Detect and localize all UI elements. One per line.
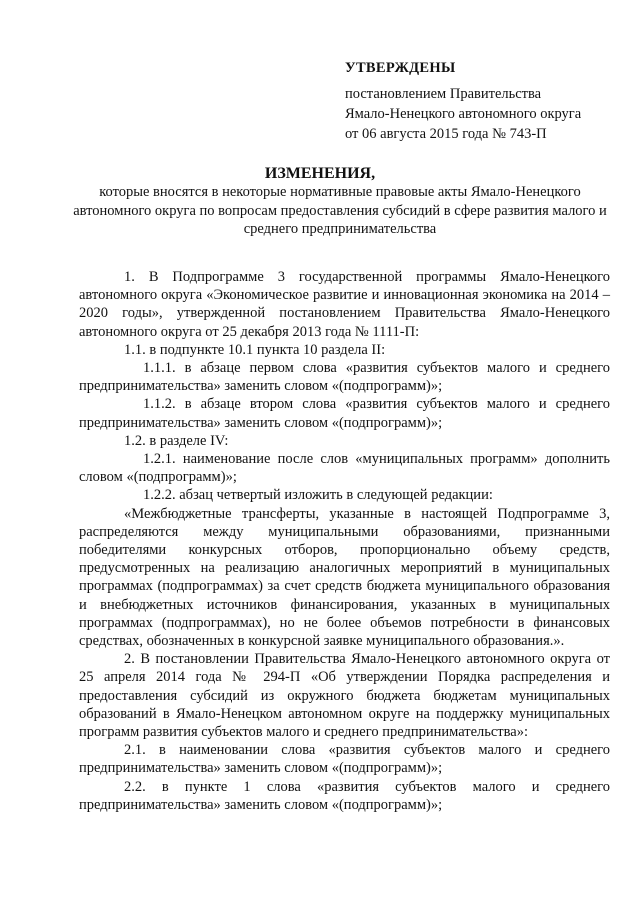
paragraph: 1.2. в разделе IV:	[124, 432, 229, 449]
paragraph: 1. В Подпрограмме 3 государственной программы Ямало-Ненецкого автономного округа «Экономическое развитие и инновационная экономика на 2014 – 2020 годы», утвержденной постановлением Правительства Ямало-Ненецкого автономного округа от 25 декабря 2013 года № 1111-П:	[79, 269, 610, 340]
approval-line: постановлением Правительства	[345, 86, 542, 102]
paragraph: 1.2.2. абзац четвертый изложить в следующей редакции:	[143, 487, 493, 504]
paragraph: «Межбюджетные трансферты, указанные в настоящей Подпрограмме 3, распределяются между муниципальными образованиями, признанными победителями конкурсных отборов, пропорционально объему средств, предусмотренных на реализацию аналогичных мероприятий в муниципальных программах (подпрограммах) за счет средств бюджета муниципального образования и внебюджетных источников финансирования, указанных в муниципальных программах (подпрограммах), но не более объемов потребности в финансовых средствах, обозначенных в конкурсной заявке муниципального образования.».	[79, 505, 610, 650]
approval-heading: УТВЕРЖДЕНЫ	[345, 60, 456, 76]
paragraph: 2. В постановлении Правительства Ямало-Ненецкого автономного округа от 25 апреля 2014 года № 294-П «Об утверждении Порядка распределения и предоставления субсидий из окружного бюджета бюджетам муниципальных образований в Ямало-Ненецком автономном округе на поддержку муниципальных программ развития субъектов малого и среднего предпринимательства»:	[79, 651, 610, 741]
paragraph: 2.1. в наименовании слова «развития субъектов малого и среднего предпринимательства» заменить словом «(подпрограмм)»;	[79, 742, 610, 777]
approval-block	[345, 58, 581, 144]
document-title: ИЗМЕНЕНИЯ,	[264, 165, 376, 182]
paragraph: 2.2. в пункте 1 слова «развития субъектов малого и среднего предпринимательства» заменить словом «(подпрограмм)»;	[79, 778, 610, 813]
approval-line: от 06 августа 2015 года № 743-П	[345, 126, 547, 142]
approval-line: Ямало-Ненецкого автономного округа	[345, 106, 582, 122]
paragraph: 1.1.1. в абзаце первом слова «развития субъектов малого и среднего предпринимательства» заменить словом «(подпрограмм)»;	[79, 360, 610, 395]
document-body	[79, 268, 610, 814]
paragraph: 1.2.1. наименование после слов «муниципальных программ» дополнить словом «(подпрограмм)»;	[79, 451, 610, 486]
paragraph: 1.1. в подпункте 10.1 пункта 10 раздела II:	[124, 341, 386, 358]
paragraph: 1.1.2. в абзаце втором слова «развития субъектов малого и среднего предпринимательства» заменить словом «(подпрограмм)»;	[79, 396, 610, 431]
document-subtitle: которые вносятся в некоторые нормативные правовые акты Ямало-Ненецкого автономного округа по вопросам предоставления субсидий в сфере развития малого и среднего предпринимательства	[73, 184, 607, 237]
